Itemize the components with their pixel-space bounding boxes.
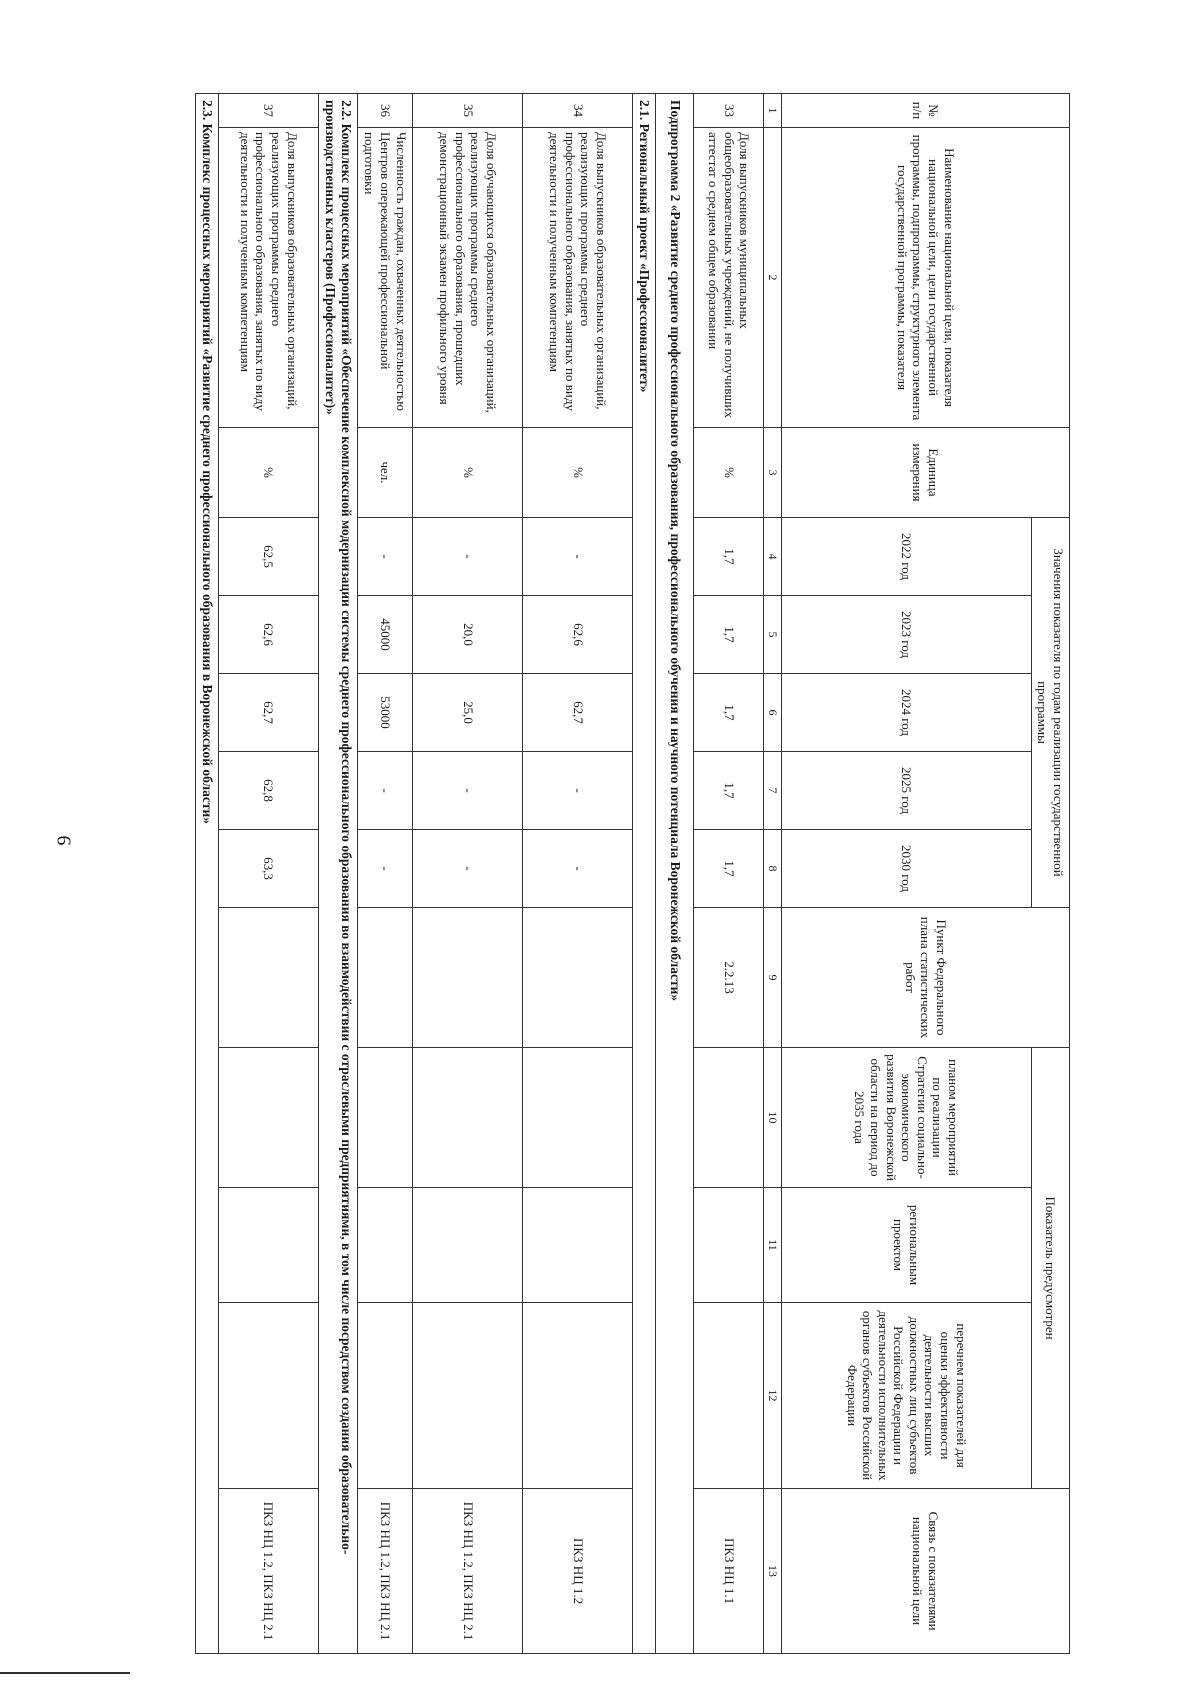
- col-number: 8: [764, 830, 781, 908]
- value-2030: -: [358, 830, 413, 908]
- indicator-name: Доля выпускников образовательных организаций, реализующих программы среднего профессионального образования, занятых по виду деятельности и полученным компетенциям: [523, 128, 633, 428]
- col-number: 4: [764, 518, 781, 596]
- link-cell: ПКЗ НЦ 1.1: [694, 1489, 764, 1654]
- col-number: 10: [764, 1048, 781, 1188]
- value-2023: 20,0: [413, 596, 523, 674]
- table-row: [523, 94, 633, 1654]
- value-2022: -: [413, 518, 523, 596]
- value-2022: -: [358, 518, 413, 596]
- header-2030: 2030 год: [781, 830, 1031, 908]
- row-number: 35: [413, 94, 523, 128]
- value-2030: 63,3: [218, 830, 318, 908]
- indicators-table: [195, 93, 1070, 1654]
- section-2-1-title: 2.1. Региональный проект «Профессионалитет»: [633, 94, 656, 1654]
- value-2023: 45000: [358, 596, 413, 674]
- section-row: [318, 94, 357, 1654]
- section-row: [633, 94, 656, 1654]
- col-number: 3: [764, 428, 781, 518]
- col-number: 5: [764, 596, 781, 674]
- indicator-name: Доля обучающихся образовательных организаций, реализующих программы среднего профессионального образования, прошедших демонстрационный экзамен профильного уровня: [413, 128, 523, 428]
- value-2022: -: [523, 518, 633, 596]
- table-row: [358, 94, 413, 1654]
- table-row: [694, 94, 764, 1654]
- value-2024: 62,7: [523, 674, 633, 752]
- page-number: 9: [53, 835, 76, 846]
- unit-cell: %: [523, 428, 633, 518]
- link-cell: ПКЗ НЦ 1.2, ПКЗ НЦ 2.1: [218, 1489, 318, 1654]
- unit-cell: %: [218, 428, 318, 518]
- header-unit: Единица измерения: [781, 428, 1069, 518]
- column-numbers-row: [764, 94, 781, 1654]
- header-2024: 2024 год: [781, 674, 1031, 752]
- value-2023: 1,7: [694, 596, 764, 674]
- value-2022: 1,7: [694, 518, 764, 596]
- header-regional-project: региональным проектом: [781, 1188, 1031, 1303]
- row-number: 37: [218, 94, 318, 128]
- value-2025: 1,7: [694, 752, 764, 830]
- value-2030: 1,7: [694, 830, 764, 908]
- row-number: 33: [694, 94, 764, 128]
- link-cell: ПКЗ НЦ 1.2, ПКЗ НЦ 2.1: [358, 1489, 413, 1654]
- unit-cell: чел.: [358, 428, 413, 518]
- value-2024: 25,0: [413, 674, 523, 752]
- unit-cell: %: [694, 428, 764, 518]
- link-cell: ПКЗ НЦ 1.2: [523, 1489, 633, 1654]
- section-2-2-title: 2.2. Комплекс процессных мероприятий «Обеспечение комплексной модернизации системы среднего профессионального образования во взаимодействии с отраслевыми предприятиями, в том числе посредством создания образовательно-производственных кластеров (Профессионалитет)»: [318, 94, 357, 1654]
- indicator-name: Доля выпускников муниципальных общеобразовательных учреждений, не получивших аттестат о среднем общем образовании: [694, 128, 764, 428]
- indicator-name: Доля выпускников образовательных организаций, реализующих программы среднего профессионального образования, занятых по виду деятельности и полученным компетенциям: [218, 128, 318, 428]
- bottom-divider: [0, 1672, 130, 1674]
- col-number: 1: [764, 94, 781, 128]
- header-provided-group: Показатель предусмотрен: [1031, 1048, 1069, 1489]
- section-row: [195, 94, 218, 1654]
- fsp-cell: 2.2.13: [694, 908, 764, 1048]
- value-2030: -: [523, 830, 633, 908]
- section-2-3-title: 2.3. Комплекс процессных мероприятий «Развитие среднего профессионального образования в Воронежской области»: [195, 94, 218, 1654]
- header-2025: 2025 год: [781, 752, 1031, 830]
- value-2025: -: [413, 752, 523, 830]
- row-number: 36: [358, 94, 413, 128]
- value-2030: -: [413, 830, 523, 908]
- value-2022: 62,5: [218, 518, 318, 596]
- indicator-name: Численность граждан, охваченных деятельностью Центров опережающей профессиональной подготовки: [358, 128, 413, 428]
- value-2023: 62,6: [523, 596, 633, 674]
- value-2025: -: [358, 752, 413, 830]
- col-number: 11: [764, 1188, 781, 1303]
- col-number: 2: [764, 128, 781, 428]
- link-cell: ПКЗ НЦ 1.2, ПКЗ НЦ 2.1: [413, 1489, 523, 1654]
- header-row-1: [1031, 94, 1069, 1654]
- value-2025: 62,8: [218, 752, 318, 830]
- col-number: 13: [764, 1489, 781, 1654]
- rotated-table-container: [60, 93, 1070, 1653]
- col-number: 6: [764, 674, 781, 752]
- header-name: Наименование национальной цели, показателя национальной цели, цели государственной программы, подпрограммы, структурного элемента государственной программы, показателя: [781, 128, 1069, 428]
- header-fsp: Пункт Федерального плана статистических работ: [781, 908, 1069, 1048]
- subprogram-title: Подпрограмма 2 «Развитие среднего профессионального образования, профессионального обучения и научного потенциала Воронежской области»: [656, 94, 694, 1654]
- col-number: 9: [764, 908, 781, 1048]
- col-number: 7: [764, 752, 781, 830]
- table-row: [218, 94, 318, 1654]
- header-npp: № п/п: [781, 94, 1069, 128]
- unit-cell: %: [413, 428, 523, 518]
- table-row: [413, 94, 523, 1654]
- header-2023: 2023 год: [781, 596, 1031, 674]
- header-2022: 2022 год: [781, 518, 1031, 596]
- row-number: 34: [523, 94, 633, 128]
- header-efficiency-list: перечнем показателей для оценки эффективности деятельности высших должностных лиц субъектов Российской Федерации и деятельности исполнительных органов субъектов Российской Федерации: [781, 1303, 1031, 1489]
- header-values-group: Значения показателя по годам реализации государственной программы: [1031, 518, 1069, 908]
- value-2023: 62,6: [218, 596, 318, 674]
- header-strategy-plan: планом мероприятий по реализации Стратегии социально-экономического развития Воронежской области на период до 2035 года: [781, 1048, 1031, 1188]
- col-number: 12: [764, 1303, 781, 1489]
- value-2024: 53000: [358, 674, 413, 752]
- value-2024: 62,7: [218, 674, 318, 752]
- value-2025: -: [523, 752, 633, 830]
- value-2024: 1,7: [694, 674, 764, 752]
- section-row: [656, 94, 694, 1654]
- header-link: Связь с показателями национальной цели: [781, 1489, 1069, 1654]
